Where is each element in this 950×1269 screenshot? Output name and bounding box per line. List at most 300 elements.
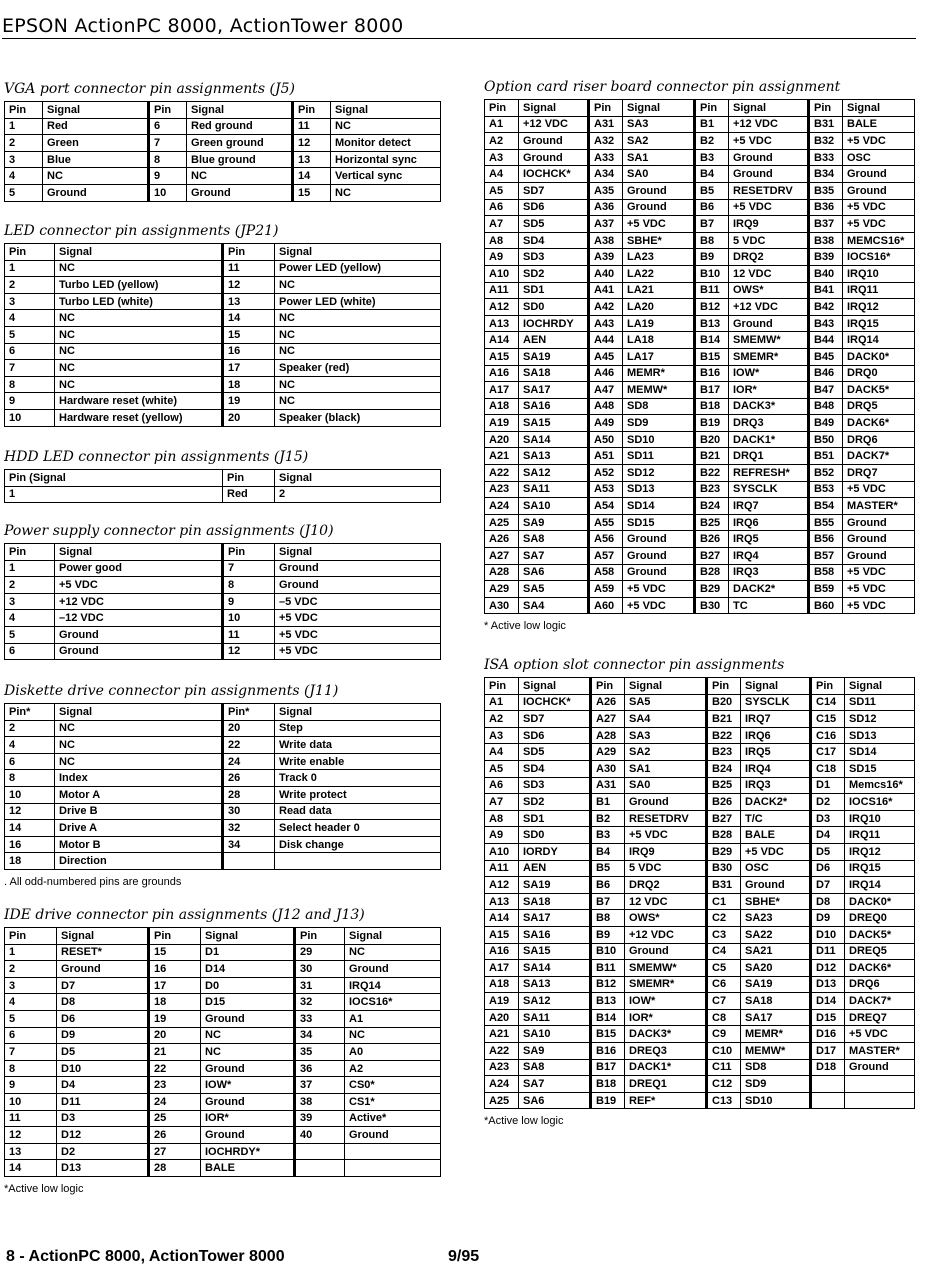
pin-cell: 11 (5, 1110, 57, 1127)
signal-cell: SA1 (625, 760, 707, 777)
pin-cell: A47 (589, 382, 623, 399)
pin-cell: B1 (591, 794, 625, 811)
column-header: Pin (223, 470, 275, 487)
signal-cell: SD13 (623, 481, 695, 498)
signal-cell: SA11 (519, 1009, 591, 1026)
column-header: Signal (55, 244, 223, 261)
pin-cell: A36 (589, 199, 623, 216)
signal-cell: Ground (55, 626, 223, 643)
pin-cell: B14 (591, 1009, 625, 1026)
pin-cell: 29 (295, 944, 345, 961)
pin-cell: A6 (485, 777, 519, 794)
pin-cell: A12 (485, 877, 519, 894)
pin-cell: B50 (809, 431, 843, 448)
pin-cell: 9 (223, 593, 275, 610)
pin-cell: B26 (707, 794, 741, 811)
signal-cell: IRQ5 (729, 531, 809, 548)
signal-cell: NC (331, 118, 441, 135)
signal-cell: Ground (55, 643, 223, 660)
signal-cell: Ground (275, 560, 441, 577)
pin-cell: A14 (485, 332, 519, 349)
signal-cell: +5 VDC (275, 610, 441, 627)
pin-cell: B19 (591, 1092, 625, 1109)
table-row (485, 531, 915, 548)
signal-cell: DRQ6 (845, 976, 915, 993)
pin-cell: 17 (223, 360, 275, 377)
table-row (5, 770, 441, 787)
table-row (5, 753, 441, 770)
pin-cell: 10 (223, 610, 275, 627)
pin-cell: 9 (5, 393, 55, 410)
pin-cell: A18 (485, 398, 519, 415)
pin-cell: 39 (295, 1110, 345, 1127)
signal-cell: SA4 (519, 597, 589, 614)
pin-cell: A27 (485, 548, 519, 565)
pin-cell: 27 (149, 1143, 201, 1160)
power-section (4, 522, 441, 660)
signal-cell: DACK1* (625, 1059, 707, 1076)
signal-cell: IRQ6 (741, 727, 811, 744)
table-row (5, 326, 441, 343)
pin-cell: A29 (485, 581, 519, 598)
pin-cell: B3 (695, 149, 729, 166)
table-row (485, 694, 915, 711)
pin-cell: D10 (811, 926, 845, 943)
signal-cell: NC (55, 310, 223, 327)
signal-cell: Hardware reset (white) (55, 393, 223, 410)
signal-cell: Turbo LED (white) (55, 293, 223, 310)
table-row (5, 593, 441, 610)
pin-cell: B4 (591, 843, 625, 860)
table-row (485, 777, 915, 794)
table-row (5, 836, 441, 853)
signal-cell: SA17 (741, 1009, 811, 1026)
pin-cell: A25 (485, 1092, 519, 1109)
pin-cell: 6 (149, 118, 187, 135)
signal-cell: MEMCS16* (843, 232, 915, 249)
pin-cell: 37 (295, 1077, 345, 1094)
pin-cell: B1 (695, 116, 729, 133)
signal-cell: OSC (741, 860, 811, 877)
pin-cell: A44 (589, 332, 623, 349)
pin-cell: C15 (811, 711, 845, 728)
column-header: Signal (275, 704, 441, 721)
signal-cell: Blue ground (187, 151, 293, 168)
pin-cell: 14 (293, 168, 331, 185)
table-row (5, 486, 441, 503)
signal-cell: IRQ3 (741, 777, 811, 794)
pin-cell: B2 (695, 133, 729, 150)
signal-cell: D2 (57, 1143, 149, 1160)
pin-cell: 36 (295, 1060, 345, 1077)
pin-cell: A33 (589, 149, 623, 166)
table-row (5, 168, 441, 185)
table-row (485, 116, 915, 133)
column-header: Pin (223, 544, 275, 561)
signal-cell: NC (43, 168, 149, 185)
signal-cell: SD6 (519, 199, 589, 216)
pin-cell: C11 (707, 1059, 741, 1076)
diskette-section (4, 682, 441, 888)
table-header-row (5, 928, 441, 945)
pin-cell: C12 (707, 1076, 741, 1093)
signal-cell: IRQ6 (729, 514, 809, 531)
table-row (5, 260, 441, 277)
signal-cell: MEMW* (741, 1043, 811, 1060)
signal-cell: SA5 (519, 581, 589, 598)
pin-cell: A21 (485, 1026, 519, 1043)
signal-cell: SD12 (845, 711, 915, 728)
signal-cell: MEMW* (623, 382, 695, 399)
signal-cell: SA3 (623, 116, 695, 133)
pin-cell: B21 (707, 711, 741, 728)
pin-cell: 18 (223, 376, 275, 393)
pin-cell (223, 853, 275, 870)
signal-cell: +5 VDC (623, 581, 695, 598)
pin-cell: D18 (811, 1059, 845, 1076)
column-header: Pin (5, 928, 57, 945)
signal-cell: +5 VDC (729, 133, 809, 150)
pin-cell: 25 (149, 1110, 201, 1127)
pin-cell: C7 (707, 993, 741, 1010)
table-row (5, 409, 441, 426)
signal-cell: MEMR* (741, 1026, 811, 1043)
pin-cell: 20 (149, 1027, 201, 1044)
power-table (4, 543, 441, 660)
pin-cell: 40 (295, 1127, 345, 1144)
signal-cell: IRQ9 (625, 843, 707, 860)
column-header: Pin (695, 100, 729, 117)
pin-cell: B25 (707, 777, 741, 794)
signal-cell: LA23 (623, 249, 695, 266)
pin-cell: B31 (809, 116, 843, 133)
signal-cell: SMEMW* (625, 960, 707, 977)
pin-cell: 7 (149, 135, 187, 152)
signal-cell: +5 VDC (843, 199, 915, 216)
table-row (5, 1060, 441, 1077)
pin-cell: 32 (295, 994, 345, 1011)
table-row (485, 315, 915, 332)
vga-table (4, 101, 441, 202)
pin-cell: 24 (223, 753, 275, 770)
signal-cell: SA15 (519, 415, 589, 432)
table-row (485, 249, 915, 266)
signal-cell: DACK2* (729, 581, 809, 598)
signal-cell: SA2 (625, 744, 707, 761)
hdd-table (4, 469, 441, 503)
signal-cell: DACK3* (625, 1026, 707, 1043)
pin-cell: 30 (295, 961, 345, 978)
signal-cell: BALE (741, 827, 811, 844)
pin-cell: 20 (223, 409, 275, 426)
signal-cell: Index (55, 770, 223, 787)
signal-cell: SA16 (519, 398, 589, 415)
table-row (485, 1092, 915, 1109)
pin-cell: 15 (293, 184, 331, 201)
pin-cell: B57 (809, 548, 843, 565)
column-header: Signal (729, 100, 809, 117)
pin-cell: A25 (485, 514, 519, 531)
signal-cell: Ground (187, 184, 293, 201)
pin-cell: D16 (811, 1026, 845, 1043)
signal-cell: Select header 0 (275, 820, 441, 837)
pin-cell: C4 (707, 943, 741, 960)
pin-cell: B28 (707, 827, 741, 844)
pin-cell: A28 (591, 727, 625, 744)
signal-cell: IRQ12 (843, 299, 915, 316)
column-header: Signal (275, 544, 441, 561)
signal-cell: Vertical sync (331, 168, 441, 185)
signal-cell: SD10 (741, 1092, 811, 1109)
table-row (485, 481, 915, 498)
signal-cell: NC (275, 393, 441, 410)
column-header: Pin (589, 100, 623, 117)
signal-cell (345, 1160, 441, 1177)
ide-title: IDE drive connector pin assignments (J12 and J13) (4, 907, 365, 923)
pin-cell: 11 (223, 260, 275, 277)
pin-cell: 8 (149, 151, 187, 168)
signal-cell: 5 VDC (625, 860, 707, 877)
signal-cell: IRQ11 (845, 827, 915, 844)
pin-cell: A10 (485, 843, 519, 860)
pin-cell: A10 (485, 265, 519, 282)
pin-cell: B52 (809, 465, 843, 482)
signal-cell: SD13 (845, 727, 915, 744)
signal-cell: Horizontal sync (331, 151, 441, 168)
pin-cell: A2 (485, 133, 519, 150)
footer-page-label: 8 - ActionPC 8000, ActionTower 8000 (6, 1248, 285, 1265)
signal-cell: Speaker (black) (275, 409, 441, 426)
signal-cell: TC (729, 597, 809, 614)
pin-cell: B25 (695, 514, 729, 531)
table-row (5, 1010, 441, 1027)
signal-cell: +12 VDC (729, 299, 809, 316)
signal-cell: Red (223, 486, 275, 503)
signal-cell: SA18 (741, 993, 811, 1010)
signal-cell: DRQ5 (843, 398, 915, 415)
pin-cell: B7 (591, 893, 625, 910)
table-row (485, 581, 915, 598)
column-header: Signal (345, 928, 441, 945)
pin-cell: D13 (811, 976, 845, 993)
table-row (5, 1044, 441, 1061)
pin-cell: 2 (5, 720, 55, 737)
table-row (485, 348, 915, 365)
signal-cell: DRQ0 (843, 365, 915, 382)
signal-cell: SA14 (519, 960, 591, 977)
signal-cell: DACK6* (845, 960, 915, 977)
table-row (485, 893, 915, 910)
pin-cell: A39 (589, 249, 623, 266)
table-row (485, 282, 915, 299)
signal-cell: SBHE* (623, 232, 695, 249)
pin-cell: A31 (591, 777, 625, 794)
pin-cell: 9 (5, 1077, 57, 1094)
signal-cell: IORDY (519, 843, 591, 860)
table-row (5, 1077, 441, 1094)
pin-cell: A17 (485, 382, 519, 399)
pin-cell: B53 (809, 481, 843, 498)
pin-cell: A24 (485, 498, 519, 515)
signal-cell: OWS* (625, 910, 707, 927)
pin-cell: 2 (5, 277, 55, 294)
pin-cell: A43 (589, 315, 623, 332)
signal-cell: Ground (623, 182, 695, 199)
riser-note: * Active low logic (484, 620, 566, 633)
pin-cell: A28 (485, 564, 519, 581)
pin-cell: B13 (695, 315, 729, 332)
signal-cell: SYSCLK (729, 481, 809, 498)
signal-cell: IOW* (729, 365, 809, 382)
pin-cell: C1 (707, 893, 741, 910)
pin-cell: A1 (485, 116, 519, 133)
pin-cell: 38 (295, 1093, 345, 1110)
signal-cell: IRQ10 (843, 265, 915, 282)
isa-section (484, 656, 915, 1127)
signal-cell: Ground (845, 1059, 915, 1076)
table-row (485, 133, 915, 150)
pin-cell: B55 (809, 514, 843, 531)
riser-table (484, 99, 915, 614)
isa-note: *Active low logic (484, 1115, 564, 1128)
signal-cell: +5 VDC (275, 643, 441, 660)
pin-cell: A23 (485, 1059, 519, 1076)
signal-cell: OSC (843, 149, 915, 166)
pin-cell: A7 (485, 794, 519, 811)
pin-cell: A51 (589, 448, 623, 465)
signal-cell: AEN (519, 860, 591, 877)
signal-cell: NC (55, 343, 223, 360)
signal-cell: +5 VDC (55, 577, 223, 594)
signal-cell: Ground (843, 166, 915, 183)
pin-cell: B22 (695, 465, 729, 482)
pin-cell: B10 (591, 943, 625, 960)
pin-cell: 4 (5, 737, 55, 754)
table-row (5, 393, 441, 410)
signal-cell: NC (331, 184, 441, 201)
pin-cell: A11 (485, 860, 519, 877)
signal-cell: NC (345, 1027, 441, 1044)
signal-cell: +12 VDC (519, 116, 589, 133)
pin-cell: 2 (5, 961, 57, 978)
signal-cell: DACK0* (843, 348, 915, 365)
pin-cell: 16 (149, 961, 201, 978)
pin-cell: A30 (485, 597, 519, 614)
table-row (5, 151, 441, 168)
signal-cell: DRQ2 (625, 877, 707, 894)
pin-cell: 26 (223, 770, 275, 787)
signal-cell: SD9 (623, 415, 695, 432)
signal-cell: Ground (729, 166, 809, 183)
pin-cell: B24 (707, 760, 741, 777)
pin-cell: B29 (695, 581, 729, 598)
column-header: Signal (623, 100, 695, 117)
signal-cell: Ground (729, 149, 809, 166)
table-row (485, 498, 915, 515)
signal-cell: LA18 (623, 332, 695, 349)
pin-cell: 11 (293, 118, 331, 135)
table-row (5, 820, 441, 837)
table-row (485, 199, 915, 216)
signal-cell: D6 (57, 1010, 149, 1027)
signal-cell: DREQ3 (625, 1043, 707, 1060)
pin-cell: 16 (223, 343, 275, 360)
pin-cell: 16 (5, 836, 55, 853)
column-header: Signal (187, 102, 293, 119)
signal-cell: A1 (345, 1010, 441, 1027)
column-header: Pin (5, 244, 55, 261)
pin-cell: 2 (5, 577, 55, 594)
signal-cell: SD10 (623, 431, 695, 448)
pin-cell: A38 (589, 232, 623, 249)
signal-cell: Ground (843, 514, 915, 531)
pin-cell: B33 (809, 149, 843, 166)
pin-cell: A29 (591, 744, 625, 761)
signal-cell: NC (55, 376, 223, 393)
pin-cell: A45 (589, 348, 623, 365)
signal-cell: Memcs16* (845, 777, 915, 794)
table-header-row (485, 100, 915, 117)
signal-cell: IRQ15 (843, 315, 915, 332)
table-row (5, 626, 441, 643)
pin-cell: B11 (591, 960, 625, 977)
table-header-row (485, 678, 915, 695)
pin-cell: B37 (809, 216, 843, 233)
table-row (485, 216, 915, 233)
pin-cell: 9 (149, 168, 187, 185)
signal-cell: Ground (201, 1010, 295, 1027)
signal-cell: D15 (201, 994, 295, 1011)
signal-cell: SD11 (845, 694, 915, 711)
pin-cell: A37 (589, 216, 623, 233)
signal-cell: 12 VDC (625, 893, 707, 910)
signal-cell: BALE (201, 1160, 295, 1177)
pin-cell: 2 (5, 135, 43, 152)
pin-cell: 22 (149, 1060, 201, 1077)
pin-cell: B12 (591, 976, 625, 993)
table-row (485, 810, 915, 827)
pin-cell: 7 (5, 1044, 57, 1061)
signal-cell: SA0 (623, 166, 695, 183)
table-row (485, 382, 915, 399)
table-row (485, 760, 915, 777)
pin-cell: B43 (809, 315, 843, 332)
pin-cell: 4 (5, 168, 43, 185)
signal-cell: DRQ2 (729, 249, 809, 266)
led-title: LED connector pin assignments (JP21) (4, 223, 279, 239)
signal-cell: A2 (345, 1060, 441, 1077)
table-row (485, 1059, 915, 1076)
signal-cell: Ground (345, 961, 441, 978)
table-row (485, 232, 915, 249)
pin-cell: B60 (809, 597, 843, 614)
signal-cell: NC (345, 944, 441, 961)
pin-cell: 31 (295, 977, 345, 994)
signal-cell: SMEMR* (625, 976, 707, 993)
table-row (485, 794, 915, 811)
pin-cell: A15 (485, 348, 519, 365)
signal-cell: MASTER* (843, 498, 915, 515)
column-header: Pin (809, 100, 843, 117)
signal-cell: Ground (43, 184, 149, 201)
pin-cell: 4 (5, 610, 55, 627)
signal-cell: Ground (275, 577, 441, 594)
pin-cell: A17 (485, 960, 519, 977)
pin-cell: B48 (809, 398, 843, 415)
pin-cell: B39 (809, 249, 843, 266)
signal-cell: +5 VDC (623, 597, 695, 614)
signal-cell: NC (275, 376, 441, 393)
